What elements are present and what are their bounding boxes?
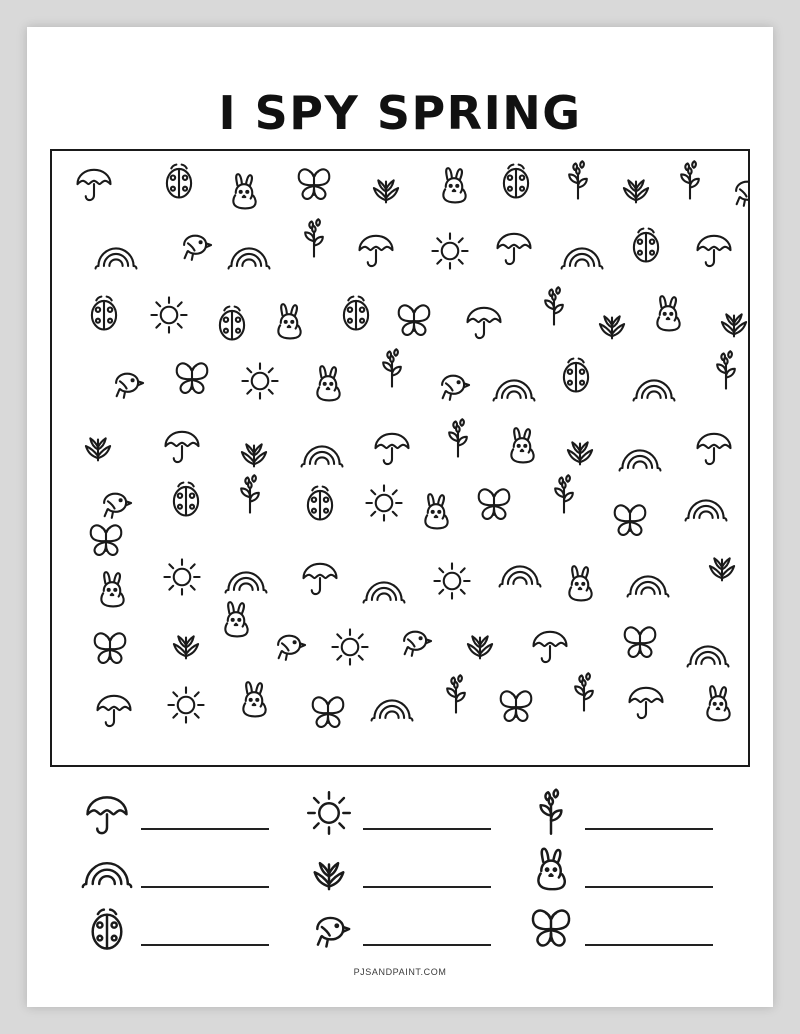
rainbow-icon — [632, 365, 676, 414]
bunny-icon — [500, 425, 544, 474]
rainbow-icon — [94, 233, 138, 282]
flower-icon — [532, 285, 576, 334]
umbrella-icon — [81, 787, 133, 839]
flower-icon — [525, 787, 577, 839]
legend-item — [511, 903, 733, 959]
bird-icon — [430, 363, 474, 412]
legend-item — [289, 787, 511, 843]
legend-item — [67, 903, 289, 959]
grass-icon — [614, 165, 658, 214]
butterfly-icon — [170, 357, 214, 406]
butterfly-icon — [306, 691, 350, 740]
umbrella-icon — [528, 623, 572, 672]
grass-icon — [364, 165, 408, 214]
bunny-icon — [525, 845, 577, 897]
bird-icon — [724, 169, 750, 218]
legend-item — [511, 845, 733, 901]
rainbow-icon — [492, 365, 536, 414]
bunny-icon — [696, 683, 740, 732]
bunny-icon — [90, 569, 134, 618]
sun-icon — [328, 625, 372, 674]
flower-icon — [704, 349, 748, 398]
answer-write-in-line[interactable] — [141, 828, 269, 830]
umbrella-icon — [462, 299, 506, 348]
umbrella-icon — [692, 227, 736, 276]
umbrella-icon — [298, 555, 342, 604]
ladybug-icon — [157, 159, 201, 208]
grass-icon — [232, 429, 276, 478]
grass-icon — [558, 427, 602, 476]
grass-icon — [458, 621, 502, 670]
answer-write-in-line[interactable] — [363, 944, 491, 946]
sun-icon — [238, 359, 282, 408]
worksheet-page — [27, 27, 773, 1007]
rainbow-icon — [686, 631, 730, 680]
bunny-icon — [646, 293, 690, 342]
grass-icon — [712, 299, 750, 348]
legend-item — [67, 787, 289, 843]
umbrella-icon — [624, 679, 668, 728]
footer-credit: PJSANDPAINT.COM — [353, 967, 447, 977]
rainbow-icon — [626, 561, 670, 610]
rainbow-icon — [618, 435, 662, 484]
umbrella-icon — [354, 227, 398, 276]
ladybug-icon — [82, 291, 126, 340]
butterfly-icon — [618, 621, 662, 670]
grass-icon — [590, 301, 634, 350]
page-title: I SPY SPRING — [218, 86, 582, 140]
umbrella-icon — [72, 161, 116, 210]
flower-icon — [228, 473, 272, 522]
ladybug-icon — [624, 223, 668, 272]
flower-icon — [434, 673, 478, 722]
umbrella-icon — [370, 425, 414, 474]
sun-icon — [362, 481, 406, 530]
bunny-icon — [414, 491, 458, 540]
butterfly-icon — [292, 163, 336, 212]
rainbow-icon — [81, 845, 133, 897]
answer-write-in-line[interactable] — [363, 886, 491, 888]
flower-icon — [562, 671, 606, 720]
rainbow-icon — [560, 233, 604, 282]
flower-icon — [668, 159, 712, 208]
butterfly-icon — [84, 519, 128, 568]
sun-icon — [303, 787, 355, 839]
butterfly-icon — [525, 903, 577, 955]
sun-icon — [430, 559, 474, 608]
legend-item — [511, 787, 733, 843]
legend-answer-key — [67, 787, 733, 957]
butterfly-icon — [494, 685, 538, 734]
bird-icon — [104, 361, 148, 410]
bunny-icon — [214, 599, 258, 648]
sun-icon — [147, 293, 191, 342]
legend-item — [289, 903, 511, 959]
umbrella-icon — [492, 225, 536, 274]
i-spy-grid — [50, 149, 750, 767]
grass-icon — [164, 621, 208, 670]
rainbow-icon — [227, 233, 271, 282]
butterfly-icon — [392, 299, 436, 348]
flower-icon — [292, 217, 336, 266]
bunny-icon — [267, 301, 311, 350]
umbrella-icon — [692, 425, 736, 474]
rainbow-icon — [362, 567, 406, 616]
bird-icon — [172, 223, 216, 272]
ladybug-icon — [81, 903, 133, 955]
bird-icon — [266, 623, 310, 672]
ladybug-icon — [210, 301, 254, 350]
flower-icon — [370, 347, 414, 396]
rainbow-icon — [498, 551, 542, 600]
rainbow-icon — [684, 485, 728, 534]
bunny-icon — [232, 679, 276, 728]
butterfly-icon — [88, 627, 132, 676]
flower-icon — [436, 417, 480, 466]
rainbow-icon — [300, 431, 344, 480]
bunny-icon — [222, 171, 266, 220]
flower-icon — [556, 159, 600, 208]
ladybug-icon — [554, 353, 598, 402]
grass-icon — [700, 543, 744, 592]
answer-write-in-line[interactable] — [585, 886, 713, 888]
rainbow-icon — [370, 685, 414, 734]
ladybug-icon — [494, 159, 538, 208]
bunny-icon — [432, 165, 476, 214]
grass-icon — [76, 423, 120, 472]
answer-write-in-line[interactable] — [141, 886, 269, 888]
answer-write-in-line[interactable] — [585, 944, 713, 946]
butterfly-icon — [472, 483, 516, 532]
sun-icon — [160, 555, 204, 604]
bunny-icon — [306, 363, 350, 412]
bunny-icon — [558, 563, 602, 612]
ladybug-icon — [334, 291, 378, 340]
sun-icon — [428, 229, 472, 278]
umbrella-icon — [92, 687, 136, 736]
butterfly-icon — [608, 499, 652, 548]
bird-icon — [392, 619, 436, 668]
grass-icon — [303, 845, 355, 897]
flower-icon — [542, 473, 586, 522]
sun-icon — [164, 683, 208, 732]
ladybug-icon — [298, 481, 342, 530]
answer-write-in-line[interactable] — [363, 828, 491, 830]
umbrella-icon — [160, 423, 204, 472]
bird-icon — [303, 903, 355, 955]
answer-write-in-line[interactable] — [141, 944, 269, 946]
legend-item — [67, 845, 289, 901]
legend-item — [289, 845, 511, 901]
answer-write-in-line[interactable] — [585, 828, 713, 830]
ladybug-icon — [164, 477, 208, 526]
